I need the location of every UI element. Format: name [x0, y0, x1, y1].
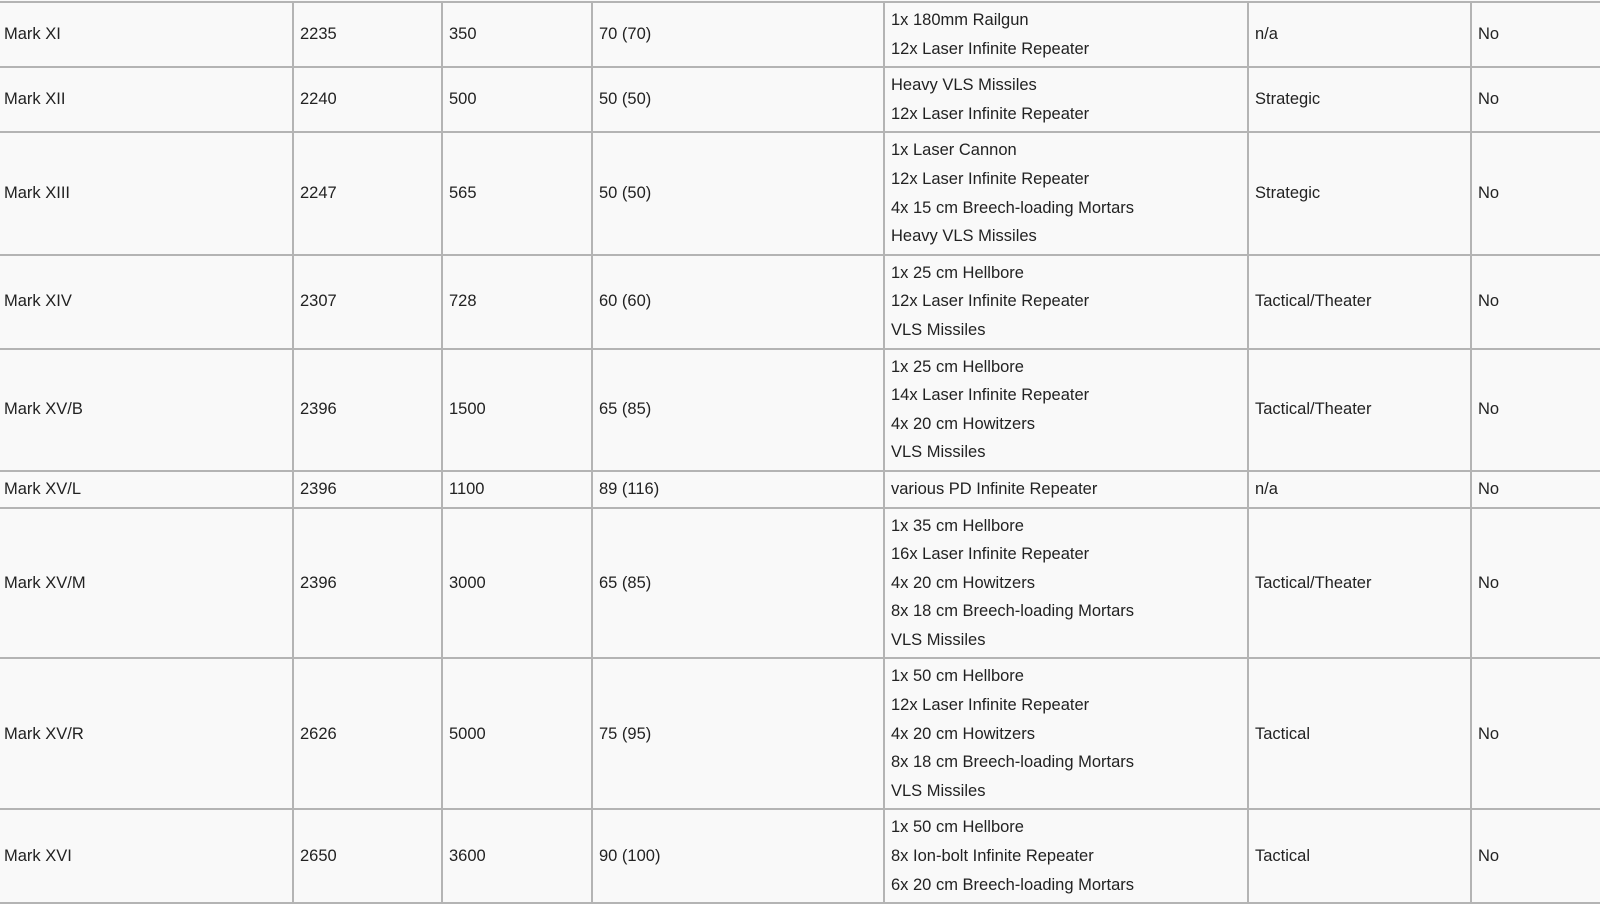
year-cell: 2307 [293, 255, 442, 349]
role-cell: Tactical/Theater [1248, 508, 1471, 659]
armament-item: VLS Missiles [891, 630, 986, 649]
armament-item: 8x 18 cm Breech-loading Mortars [891, 753, 1135, 772]
table-body [0, 2, 1600, 903]
armament-item: 1x 35 cm Hellbore [891, 516, 1024, 535]
armament-item: VLS Missiles [891, 443, 986, 462]
tonnage-cell: 728 [442, 255, 592, 349]
tonnage-cell: 3600 [442, 809, 592, 903]
armament-cell [884, 349, 1248, 471]
flag-cell: No [1471, 349, 1600, 471]
tonnage-cell: 1100 [442, 471, 592, 508]
armament-item: 1x 180mm Railgun [891, 11, 1029, 29]
table-row [0, 471, 1600, 508]
flag-cell: No [1471, 255, 1600, 349]
role-cell: Tactical [1248, 658, 1471, 809]
role-cell: Strategic [1248, 132, 1471, 254]
armament-item: 12x Laser Infinite Repeater [891, 169, 1090, 188]
tonnage-cell: 565 [442, 132, 592, 254]
tonnage-cell: 500 [442, 67, 592, 132]
speed-cell: 65 (85) [592, 508, 884, 659]
role-cell: Tactical [1248, 809, 1471, 903]
year-cell: 2650 [293, 809, 442, 903]
table-row [0, 349, 1600, 471]
armament-item: VLS Missiles [891, 781, 986, 800]
armament-item: Heavy VLS Missiles [891, 76, 1037, 95]
armament-item: 4x 20 cm Howitzers [891, 724, 1035, 743]
role-cell: n/a [1248, 471, 1471, 508]
flag-cell: No [1471, 2, 1600, 67]
armament-item: 4x 20 cm Howitzers [891, 414, 1035, 433]
speed-cell: 70 (70) [592, 2, 884, 67]
role-cell: Tactical/Theater [1248, 255, 1471, 349]
table-row [0, 132, 1600, 254]
armament-cell [884, 67, 1248, 132]
model-name-cell: Mark XV/R [0, 658, 293, 809]
armament-item: 1x 25 cm Hellbore [891, 357, 1024, 376]
table-row [0, 2, 1600, 67]
speed-cell: 50 (50) [592, 67, 884, 132]
armament-cell [884, 255, 1248, 349]
model-name-cell: Mark XII [0, 67, 293, 132]
model-name-cell: Mark XV/L [0, 471, 293, 508]
armament-item: 1x 25 cm Hellbore [891, 263, 1024, 282]
model-name-cell: Mark XIV [0, 255, 293, 349]
tonnage-cell: 1500 [442, 349, 592, 471]
armament-item: 14x Laser Infinite Repeater [891, 386, 1090, 405]
armament-item: 6x 20 cm Breech-loading Mortars [891, 875, 1135, 894]
armament-item: 16x Laser Infinite Repeater [891, 545, 1090, 564]
model-name-cell: Mark XV/B [0, 349, 293, 471]
model-name-cell: Mark XIII [0, 132, 293, 254]
model-name-cell: Mark XI [0, 2, 293, 67]
armament-item: 1x Laser Cannon [891, 141, 1017, 160]
model-name-cell: Mark XVI [0, 809, 293, 903]
flag-cell: No [1471, 809, 1600, 903]
armament-item: VLS Missiles [891, 320, 986, 339]
year-cell: 2396 [293, 508, 442, 659]
armament-item: 4x 20 cm Howitzers [891, 573, 1035, 592]
year-cell: 2396 [293, 471, 442, 508]
armament-item: 12x Laser Infinite Repeater [891, 292, 1090, 311]
armament-item: various PD Infinite Repeater [891, 479, 1098, 498]
armament-cell [884, 508, 1248, 659]
table-row [0, 658, 1600, 809]
armament-item: 8x 18 cm Breech-loading Mortars [891, 602, 1135, 621]
speed-cell: 75 (95) [592, 658, 884, 809]
armament-item: 4x 15 cm Breech-loading Mortars [891, 198, 1135, 217]
flag-cell: No [1471, 658, 1600, 809]
tonnage-cell: 5000 [442, 658, 592, 809]
speed-cell: 60 (60) [592, 255, 884, 349]
role-cell: Strategic [1248, 67, 1471, 132]
armament-item: 12x Laser Infinite Repeater [891, 696, 1090, 715]
year-cell: 2626 [293, 658, 442, 809]
armament-cell [884, 132, 1248, 254]
table-row [0, 255, 1600, 349]
year-cell: 2235 [293, 2, 442, 67]
speed-cell: 89 (116) [592, 471, 884, 508]
tonnage-cell: 350 [442, 2, 592, 67]
data-table [0, 1, 1600, 904]
armament-cell [884, 809, 1248, 903]
armament-cell [884, 2, 1248, 67]
speed-cell: 50 (50) [592, 132, 884, 254]
armament-item: 12x Laser Infinite Repeater [891, 39, 1090, 58]
armament-item: 8x Ion-bolt Infinite Repeater [891, 847, 1094, 866]
year-cell: 2247 [293, 132, 442, 254]
table-row [0, 67, 1600, 132]
role-cell: Tactical/Theater [1248, 349, 1471, 471]
flag-cell: No [1471, 67, 1600, 132]
tonnage-cell: 3000 [442, 508, 592, 659]
table-row [0, 508, 1600, 659]
role-cell: n/a [1248, 2, 1471, 67]
armament-item: Heavy VLS Missiles [891, 227, 1037, 246]
year-cell: 2240 [293, 67, 442, 132]
flag-cell: No [1471, 132, 1600, 254]
armament-item: 1x 50 cm Hellbore [891, 818, 1024, 837]
flag-cell: No [1471, 508, 1600, 659]
armament-cell [884, 658, 1248, 809]
armament-item: 12x Laser Infinite Repeater [891, 104, 1090, 123]
model-name-cell: Mark XV/M [0, 508, 293, 659]
flag-cell: No [1471, 471, 1600, 508]
table-row [0, 809, 1600, 903]
armament-item: 1x 50 cm Hellbore [891, 667, 1024, 686]
armament-cell [884, 471, 1248, 508]
year-cell: 2396 [293, 349, 442, 471]
speed-cell: 90 (100) [592, 809, 884, 903]
speed-cell: 65 (85) [592, 349, 884, 471]
